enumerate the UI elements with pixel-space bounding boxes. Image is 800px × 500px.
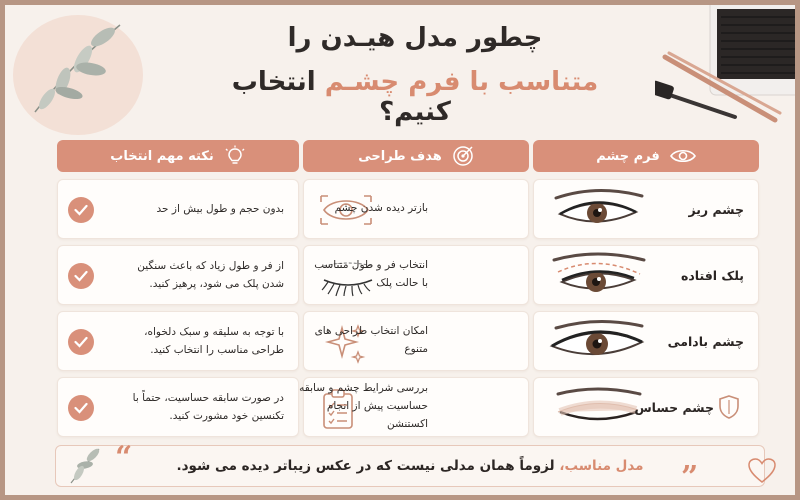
header-key-tip-label: نکته مهم انتخاب	[110, 148, 214, 164]
leaves-bottom-decoration-icon	[67, 445, 103, 485]
page-title-line-2	[205, 67, 625, 127]
check-icon	[68, 395, 94, 421]
row-1-tip-card	[57, 179, 299, 239]
row-4-tip-card	[57, 377, 299, 437]
almond-eye-image	[542, 316, 652, 368]
row-1-eye-shape: چشم ریز	[688, 201, 744, 217]
row-1-eye-card	[533, 179, 759, 239]
row-4-goal: بررسی شرایط چشم و سابقه حساسیت پیش از انجام اکستنشن	[299, 382, 428, 430]
header-eye-shape	[533, 140, 759, 172]
footer-note	[55, 440, 765, 487]
hooded-eye-image	[542, 250, 652, 302]
target-icon	[452, 145, 474, 167]
footer-text	[56, 446, 764, 486]
row-1-tip: بدون حجم و طول بیش از حد	[156, 202, 284, 215]
row-2-goal: انتخاب فر و طول متناسب با حالت پلک	[314, 259, 428, 289]
quote-close-icon: ”	[681, 460, 699, 495]
quote-open-icon: “	[115, 440, 133, 475]
footer-rest: لزوماً همان مدلی نیست که در عکس زیباتر دیده می شود.	[176, 458, 555, 474]
row-3-tip-card	[57, 311, 299, 371]
lash-tray-and-tweezers-icon	[655, 5, 795, 123]
check-icon	[68, 263, 94, 289]
page-title-accent: متناسب با فرم چشـم	[324, 67, 599, 97]
header-key-tip	[57, 140, 299, 172]
row-1-goal: بازتر دیده شدن چشم	[334, 202, 428, 215]
row-3-goal: امکان انتخاب طراحی های متنوع	[314, 325, 428, 355]
check-icon	[68, 329, 94, 355]
row-2-eye-shape: پلک افتاده	[680, 267, 744, 283]
row-2-eye-card	[533, 245, 759, 305]
footer-accent: مدل مناسب،	[559, 458, 644, 474]
row-2-goal-card	[303, 245, 529, 305]
heart-icon	[747, 457, 777, 485]
page-title-rest: انتخاب کنیم؟	[231, 67, 451, 127]
check-icon	[68, 197, 94, 223]
page-title-line-1: چطور مدل هیـدن را	[287, 23, 543, 53]
row-4-goal-card	[299, 377, 529, 437]
row-3-goal-card	[303, 311, 529, 371]
row-4-eye-shape: چشم حساس	[634, 399, 714, 415]
header-eye-shape-label: فرم چشم	[596, 148, 660, 164]
row-4-eye-card	[533, 377, 759, 437]
row-3-eye-card	[533, 311, 759, 371]
small-eye-image	[542, 184, 652, 236]
row-2-tip-card	[57, 245, 299, 305]
shield-icon	[718, 394, 740, 420]
leaves-decoration-icon	[25, 17, 135, 117]
eye-outline-icon	[670, 148, 696, 164]
lightbulb-icon	[224, 145, 246, 167]
header-design-goal	[303, 140, 529, 172]
header-design-goal-label: هدف طراحی	[358, 148, 442, 164]
row-1-goal-card	[303, 179, 529, 239]
row-2-tip: از فر و طول زیاد که باعث سنگین شدن پلک می شود، پرهیز کنید.	[137, 259, 284, 290]
row-3-tip: با توجه به سلیقه و سبک دلخواه، طراحی مناسب را انتخاب کنید.	[144, 325, 284, 356]
row-3-eye-shape: چشم بادامی	[667, 333, 744, 349]
row-4-tip: در صورت سابقه حساسیت، حتماً با تکنسین خود مشورت کنید.	[132, 391, 284, 422]
